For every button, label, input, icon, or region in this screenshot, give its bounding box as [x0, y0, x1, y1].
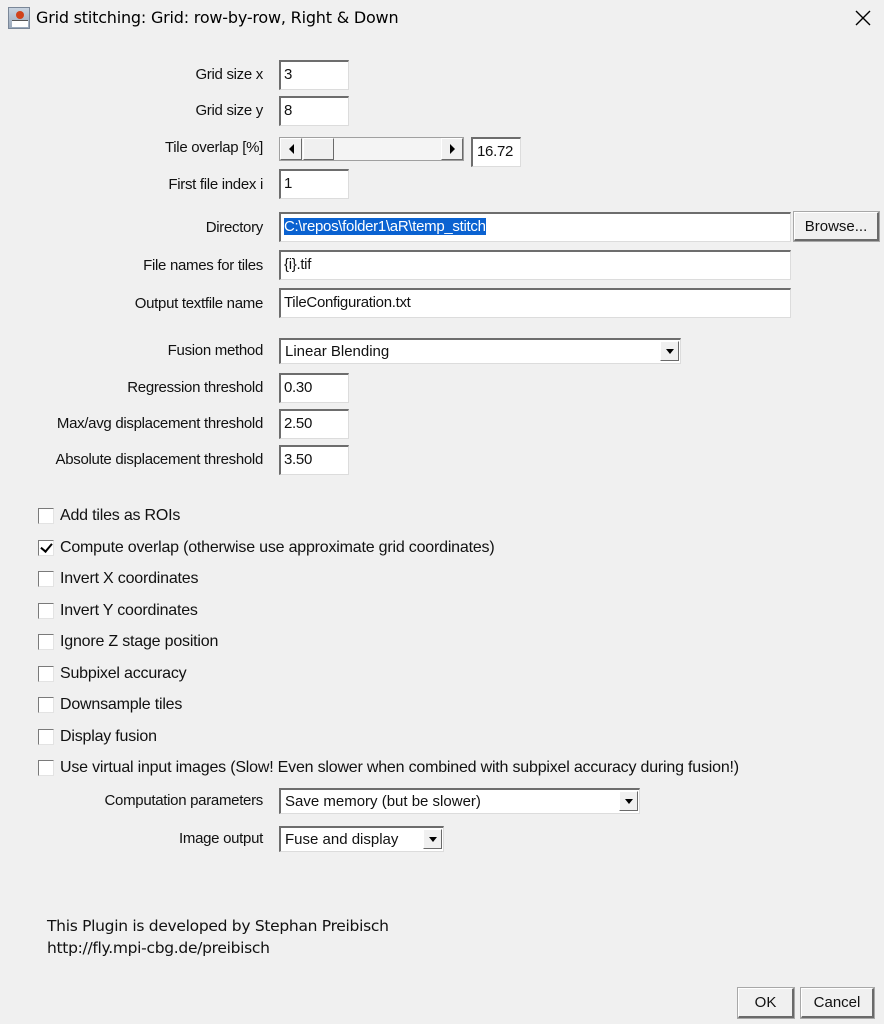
image-output-value: Fuse and display: [285, 831, 399, 848]
close-button[interactable]: [846, 2, 880, 34]
checkbox-display-fusion[interactable]: [38, 727, 157, 747]
image-output-dropdown[interactable]: [279, 826, 444, 852]
computation-parameters-dropdown[interactable]: [279, 788, 640, 814]
directory-label: Directory: [205, 219, 263, 236]
checkbox-label: Ignore Z stage position: [60, 633, 219, 650]
checkbox-box[interactable]: [38, 634, 54, 650]
fiji-app-icon: [8, 7, 30, 29]
dropdown-arrow[interactable]: [619, 791, 638, 811]
checkbox-box[interactable]: [38, 571, 54, 587]
arrow-left-icon: [289, 144, 294, 154]
checkbox-box[interactable]: [38, 508, 54, 524]
computation-parameters-label: Computation parameters: [104, 792, 263, 809]
fusion-method-dropdown[interactable]: [279, 338, 681, 364]
browse-button[interactable]: Browse...: [794, 212, 879, 241]
checkbox-label: Invert X coordinates: [60, 570, 199, 587]
chevron-down-icon: [666, 349, 674, 354]
checkbox-label: Subpixel accuracy: [60, 665, 187, 682]
absolute-displacement-label: Absolute displacement threshold: [55, 451, 263, 468]
checkbox-label: Invert Y coordinates: [60, 602, 198, 619]
grid-size-x-input[interactable]: 3: [279, 60, 349, 90]
arrow-right-icon: [450, 144, 455, 154]
checkbox-compute-overlap[interactable]: [38, 538, 494, 558]
checkbox-invert-x[interactable]: [38, 569, 198, 589]
checkbox-subpixel-accuracy[interactable]: [38, 664, 186, 684]
first-file-index-label: First file index i: [168, 176, 263, 193]
output-textfile-label: Output textfile name: [134, 295, 263, 312]
plugin-credit-text: This Plugin is developed by Stephan Preibisch: [47, 917, 389, 935]
checkbox-label: Compute overlap (otherwise use approximate grid coordinates): [60, 539, 495, 556]
tile-overlap-label: Tile overlap [%]: [164, 139, 263, 156]
checkbox-box[interactable]: [38, 697, 54, 713]
grid-size-y-label: Grid size y: [195, 102, 263, 119]
checkbox-add-tiles-as-rois[interactable]: [38, 506, 180, 526]
fusion-method-value: Linear Blending: [285, 343, 390, 360]
tile-overlap-input[interactable]: 16.72: [471, 137, 521, 167]
chevron-down-icon: [429, 837, 437, 842]
slider-increment-button[interactable]: [441, 138, 463, 160]
dropdown-arrow[interactable]: [423, 829, 442, 849]
tile-overlap-slider[interactable]: [279, 137, 464, 161]
regression-threshold-input[interactable]: 0.30: [279, 373, 349, 403]
plugin-url-text: http://fly.mpi-cbg.de/preibisch: [47, 939, 270, 957]
first-file-index-input[interactable]: 1: [279, 169, 349, 199]
directory-value-selected: C:\repos\folder1\aR\temp_stitch: [284, 218, 486, 235]
checkmark-icon[interactable]: [38, 540, 54, 556]
checkbox-box[interactable]: [38, 760, 54, 776]
fusion-method-label: Fusion method: [167, 342, 263, 359]
regression-threshold-label: Regression threshold: [127, 379, 263, 396]
max-avg-displacement-label: Max/avg displacement threshold: [56, 415, 263, 432]
checkbox-label: Display fusion: [60, 728, 157, 745]
checkbox-virtual-input-images[interactable]: [38, 758, 739, 778]
checkbox-invert-y[interactable]: [38, 601, 198, 621]
absolute-displacement-input[interactable]: 3.50: [279, 445, 349, 475]
close-icon: [855, 10, 871, 26]
ok-button[interactable]: OK: [738, 988, 794, 1018]
checkbox-downsample-tiles[interactable]: [38, 695, 182, 715]
grid-size-y-input[interactable]: 8: [279, 96, 349, 126]
directory-input[interactable]: [279, 212, 791, 242]
file-names-input[interactable]: {i}.tif: [279, 250, 791, 280]
checkbox-label: Add tiles as ROIs: [60, 507, 181, 524]
computation-parameters-value: Save memory (but be slower): [285, 793, 481, 810]
output-textfile-input[interactable]: TileConfiguration.txt: [279, 288, 791, 318]
slider-decrement-button[interactable]: [280, 138, 302, 160]
checkbox-box[interactable]: [38, 729, 54, 745]
slider-thumb[interactable]: [303, 138, 334, 160]
title-bar: [0, 0, 884, 36]
checkbox-box[interactable]: [38, 603, 54, 619]
checkbox-label: Downsample tiles: [60, 696, 183, 713]
checkbox-label: Use virtual input images (Slow! Even slower when combined with subpixel accuracy during fusion!): [60, 759, 739, 776]
chevron-down-icon: [625, 799, 633, 804]
max-avg-displacement-input[interactable]: 2.50: [279, 409, 349, 439]
file-names-label: File names for tiles: [143, 257, 263, 274]
cancel-button[interactable]: Cancel: [801, 988, 874, 1018]
checkbox-ignore-z-stage[interactable]: [38, 632, 218, 652]
checkbox-box[interactable]: [38, 666, 54, 682]
dropdown-arrow[interactable]: [660, 341, 679, 361]
window-title: Grid stitching: Grid: row-by-row, Right & Down: [36, 8, 399, 27]
grid-size-x-label: Grid size x: [195, 66, 263, 83]
image-output-label: Image output: [179, 830, 263, 847]
